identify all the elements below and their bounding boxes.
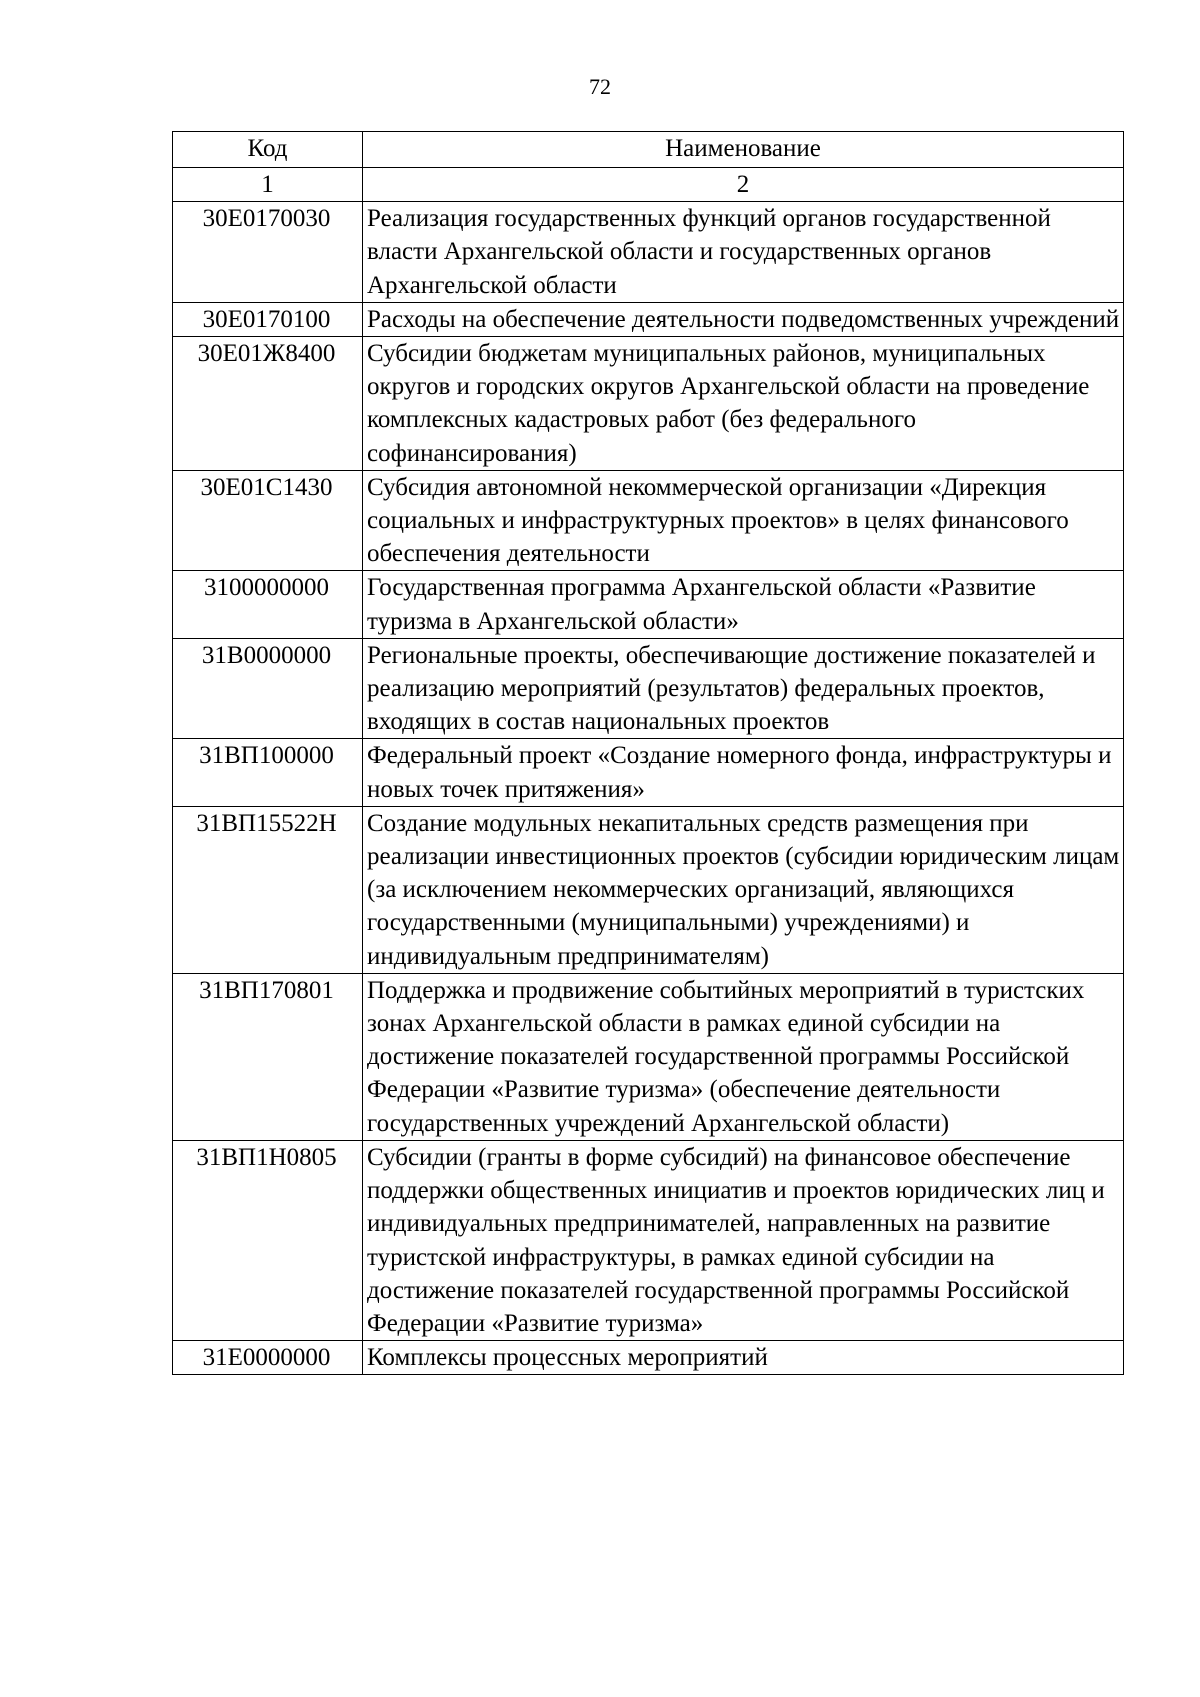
row-name: Поддержка и продвижение событийных мероприятий в туристских зонах Архангельской области в рамках единой субсидии на достижение показателей государственной программы Российской Федерации «Развитие туризма» (обеспечение деятельности государственных учреждений Архангельской области) [363, 973, 1124, 1140]
classification-table [172, 131, 1124, 1375]
header-code: Код [173, 132, 363, 168]
table-row [173, 337, 1124, 471]
row-name: Субсидии (гранты в форме субсидий) на финансовое обеспечение поддержки общественных инициатив и проектов юридических лиц и индивидуальных предпринимателей, направленных на развитие туристской инфраструктуры, в рамках единой субсидии на достижение показателей государственной программы Российской Федерации «Развитие туризма» [363, 1140, 1124, 1340]
table-row [173, 1140, 1124, 1340]
row-code: 31В0000000 [173, 638, 363, 739]
column-number-2: 2 [363, 168, 1124, 202]
row-name: Региональные проекты, обеспечивающие достижение показателей и реализацию мероприятий (результатов) федеральных проектов, входящих в состав национальных проектов [363, 638, 1124, 739]
row-name: Реализация государственных функций органов государственной власти Архангельской области и государственных органов Архангельской области [363, 202, 1124, 303]
row-code: 31Е0000000 [173, 1341, 363, 1375]
table-row [173, 739, 1124, 806]
row-name: Субсидии бюджетам муниципальных районов, муниципальных округов и городских округов Архангельской области на проведение комплексных кадастровых работ (без федерального софинансирования) [363, 337, 1124, 471]
column-number-row [173, 168, 1124, 202]
row-code: 30Е0170100 [173, 302, 363, 336]
table-row [173, 638, 1124, 739]
row-code: 31ВП1Н0805 [173, 1140, 363, 1340]
row-code: 30Е01С1430 [173, 470, 363, 571]
row-name: Создание модульных некапитальных средств размещения при реализации инвестиционных проектов (субсидии юридическим лицам (за исключением некоммерческих организаций, являющихся государственными (муниципальными) учреждениями) и индивидуальным предпринимателям) [363, 806, 1124, 973]
row-name: Государственная программа Архангельской области «Развитие туризма в Архангельской области» [363, 571, 1124, 638]
table-header-row [173, 132, 1124, 168]
table-row [173, 973, 1124, 1140]
row-name: Субсидия автономной некоммерческой организации «Дирекция социальных и инфраструктурных проектов» в целях финансового обеспечения деятельности [363, 470, 1124, 571]
table-row [173, 470, 1124, 571]
row-name: Комплексы процессных мероприятий [363, 1341, 1124, 1375]
row-name: Расходы на обеспечение деятельности подведомственных учреждений [363, 302, 1124, 336]
row-name: Федеральный проект «Создание номерного фонда, инфраструктуры и новых точек притяжения» [363, 739, 1124, 806]
table-row [173, 202, 1124, 303]
column-number-1: 1 [173, 168, 363, 202]
header-name: Наименование [363, 132, 1124, 168]
row-code: 30Е0170030 [173, 202, 363, 303]
table-row [173, 1341, 1124, 1375]
row-code: 31ВП170801 [173, 973, 363, 1140]
table-row [173, 302, 1124, 336]
row-code: 31ВП100000 [173, 739, 363, 806]
table-row [173, 571, 1124, 638]
row-code: 31ВП15522Н [173, 806, 363, 973]
row-code: 30Е01Ж8400 [173, 337, 363, 471]
row-code: 3100000000 [173, 571, 363, 638]
table-row [173, 806, 1124, 973]
page-number: 72 [589, 74, 611, 99]
